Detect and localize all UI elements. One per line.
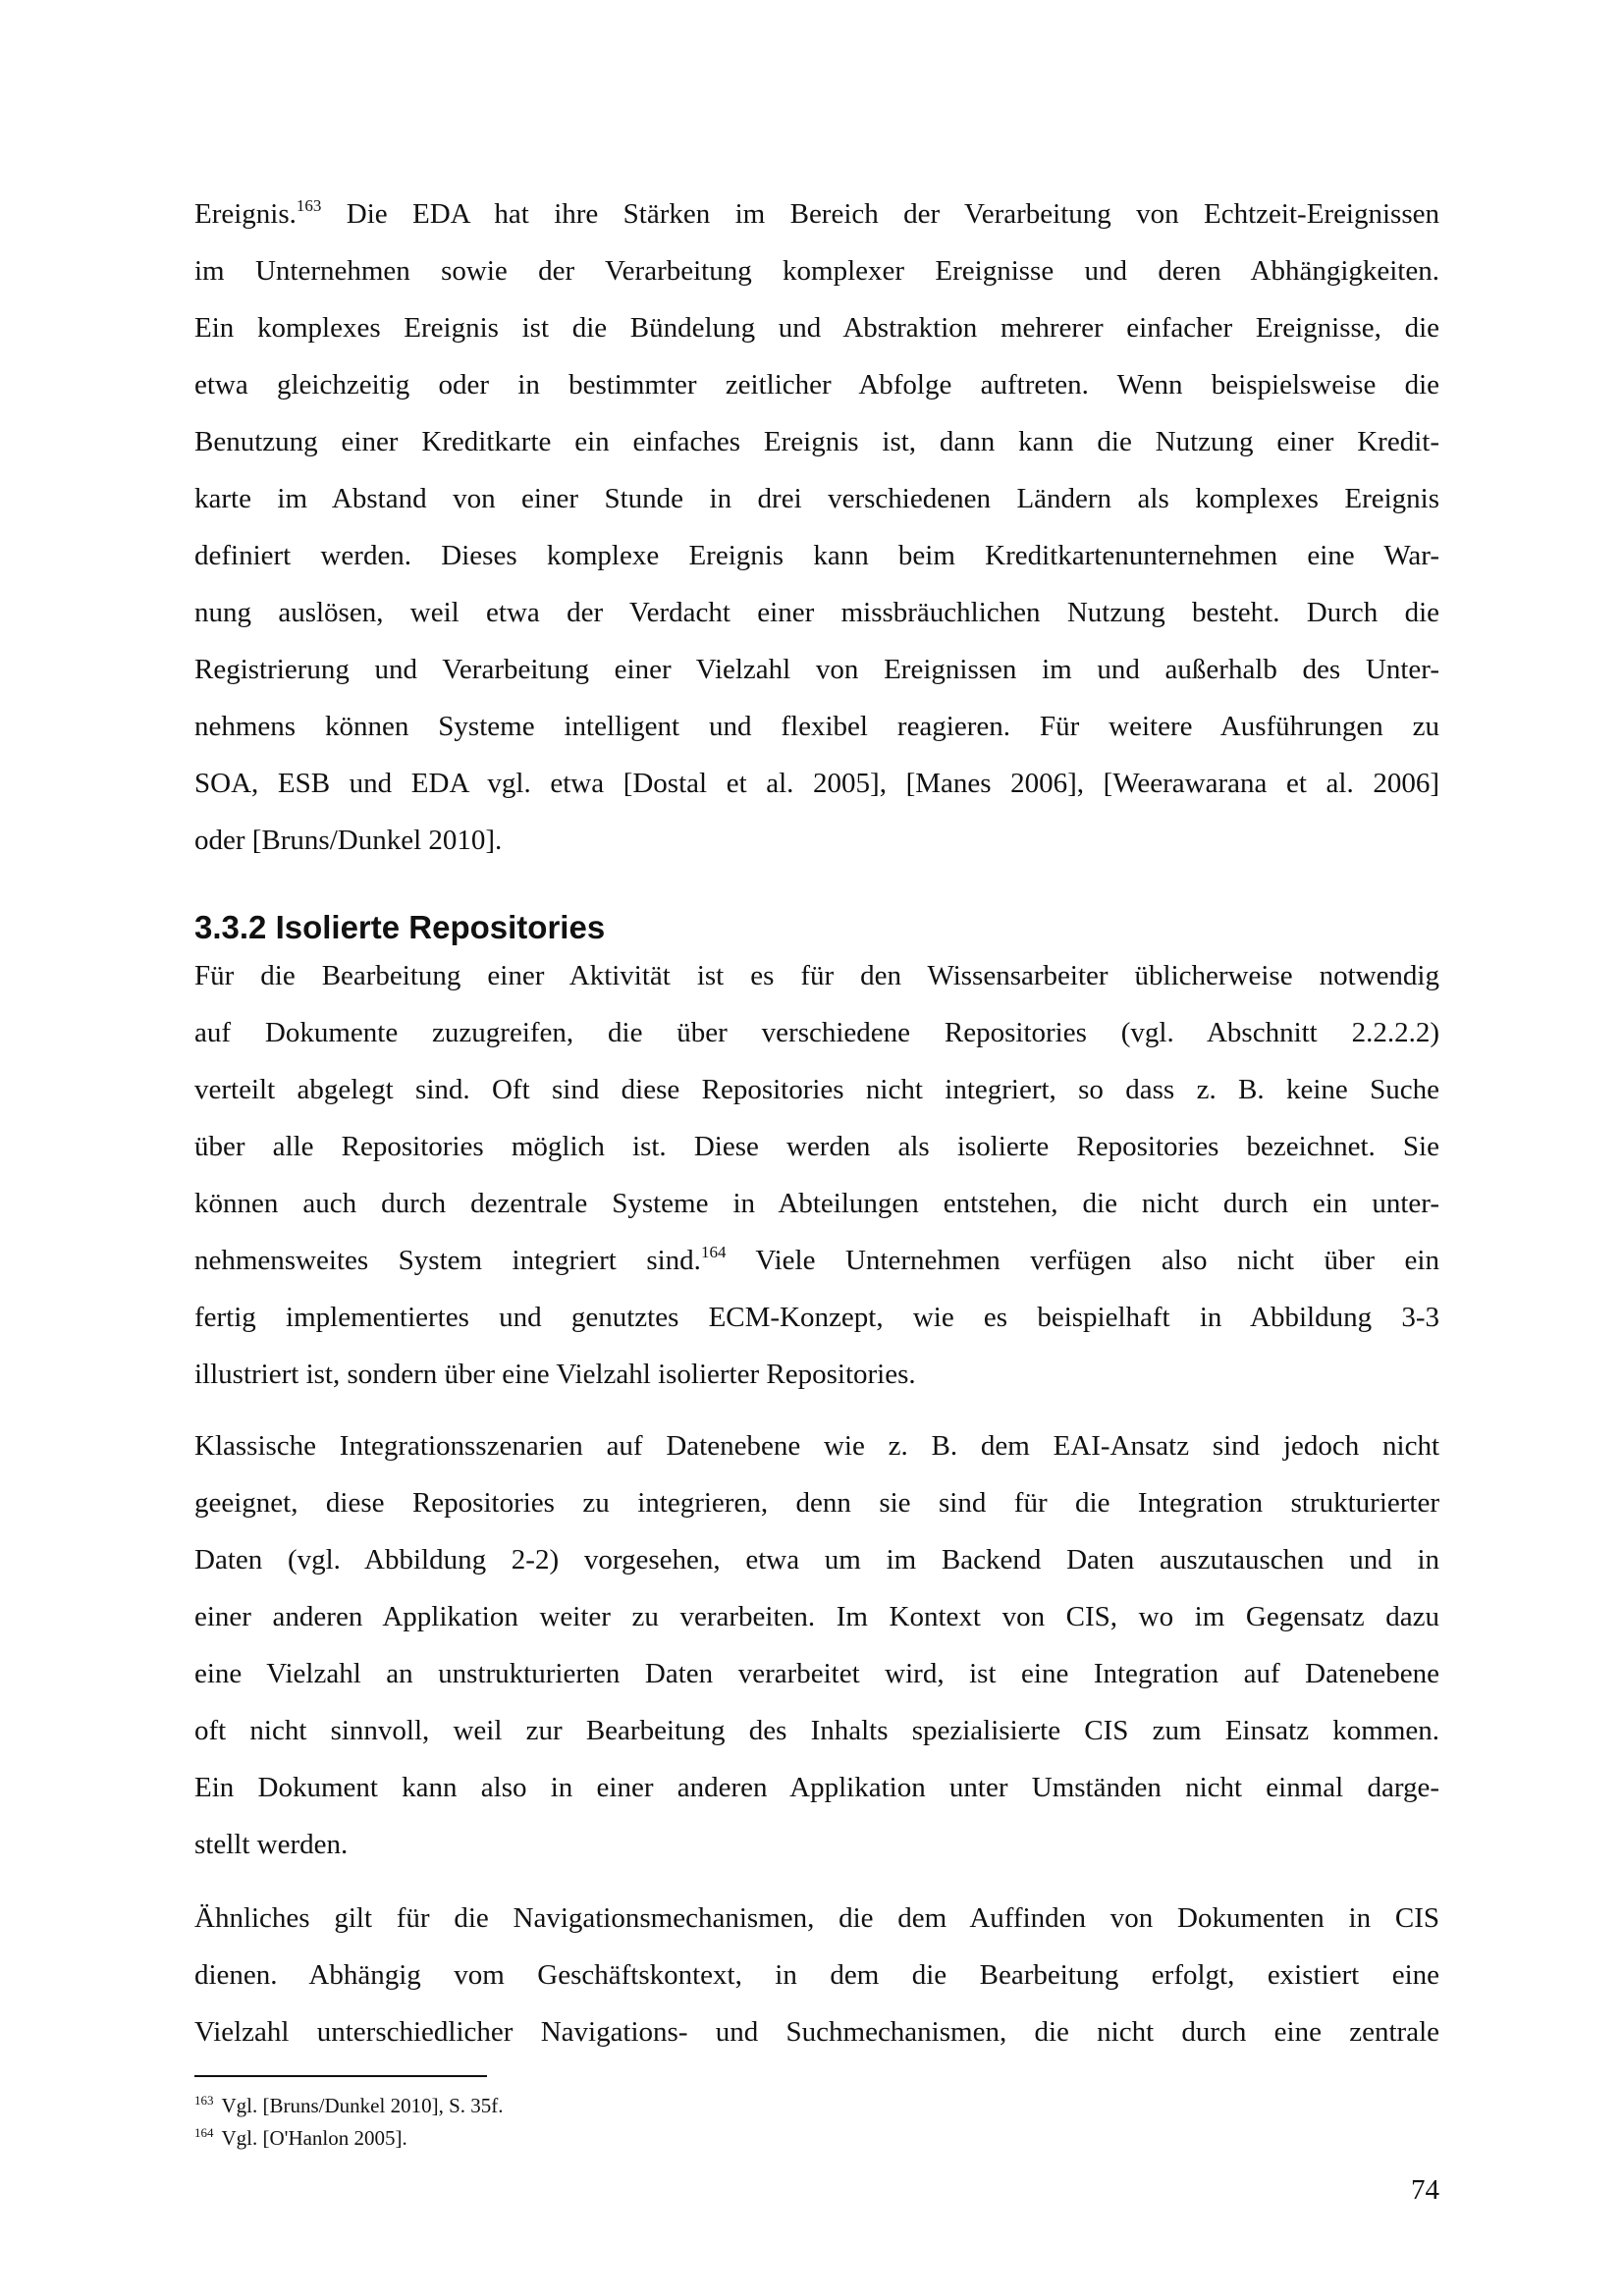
text-segment: Viele Unternehmen verfügen also nicht über ein [726,1245,1439,1276]
footnote-reference[interactable]: 163 [296,196,322,215]
text-line: Ein komplexes Ereignis ist die Bündelung und Abstraktion mehrerer einfacher Ereignisse, die [194,312,1439,344]
text-line: auf Dokumente zuzugreifen, die über verschiedene Repositories (vgl. Abschnitt 2.2.2.2) [194,1017,1439,1048]
text-line: SOA, ESB und EDA vgl. etwa [Dostal et al. 2005], [Manes 2006], [Weerawarana et al. 2006] [194,768,1439,799]
text-line: geeignet, diese Repositories zu integrieren, denn sie sind für die Integration strukturierter [194,1487,1439,1519]
text-line: stellt werden. [194,1829,349,1860]
text-line: fertig implementiertes und genutztes ECM-Konzept, wie es beispielhaft in Abbildung 3-3 [194,1302,1439,1333]
text-line: nung auslösen, weil etwa der Verdacht einer missbräuchlichen Nutzung besteht. Durch die [194,597,1439,628]
text-line: über alle Repositories möglich ist. Diese werden als isolierte Repositories bezeichnet. Sie [194,1131,1439,1162]
paragraph-eda [194,186,1439,869]
footnote-164 [194,2123,407,2153]
text-line: verteilt abgelegt sind. Oft sind diese Repositories nicht integriert, so dass z. B. keine Suche [194,1074,1439,1105]
footnote-number: 163 [194,2093,214,2108]
footnote-reference[interactable]: 164 [700,1243,727,1261]
paragraph-integration-scenarios [194,1417,1439,1873]
text-line: definiert werden. Dieses komplexe Ereignis kann beim Kreditkartenunternehmen eine War- [194,540,1439,571]
text-line: können auch durch dezentrale Systeme in Abteilungen entstehen, die nicht durch ein unter- [194,1188,1439,1219]
text-segment: nehmensweites System integriert sind. [194,1245,701,1276]
text-line: eine Vielzahl an unstrukturierten Daten verarbeitet wird, ist eine Integration auf Datenebene [194,1658,1439,1689]
text-line: karte im Abstand von einer Stunde in drei verschiedenen Ländern als komplexes Ereignis [194,483,1439,514]
text-line: Vielzahl unterschiedlicher Navigations- und Suchmechanismen, die nicht durch eine zentrale [194,2016,1439,2048]
text-line: im Unternehmen sowie der Verarbeitung komplexer Ereignisse und deren Abhängigkeiten. [194,255,1439,287]
paragraph-isolated-repositories [194,947,1439,1403]
text-line: dienen. Abhängig vom Geschäftskontext, in dem die Bearbeitung erfolgt, existiert eine [194,1959,1439,1991]
text-line: oder [Bruns/Dunkel 2010]. [194,825,503,856]
footnote-text: Vgl. [Bruns/Dunkel 2010], S. 35f. [221,2094,504,2117]
text-line: nehmens können Systeme intelligent und flexibel reagieren. Für weitere Ausführungen zu [194,711,1439,742]
section-heading: 3.3.2 Isolierte Repositories [194,909,606,945]
text-line: Daten (vgl. Abbildung 2-2) vorgesehen, etwa um im Backend Daten auszutauschen und in [194,1544,1439,1575]
text-segment: Ereignis. [194,198,297,230]
text-line: oft nicht sinnvoll, weil zur Bearbeitung des Inhalts spezialisierte CIS zum Einsatz kommen. [194,1715,1439,1746]
footnote-text: Vgl. [O'Hanlon 2005]. [221,2126,407,2150]
paragraph-navigation [194,1890,1439,2060]
text-segment: Die EDA hat ihre Stärken im Bereich der Verarbeitung von Echtzeit-Ereignissen [321,198,1439,230]
text-line: Ein Dokument kann also in einer anderen Applikation unter Umständen nicht einmal darge- [194,1772,1439,1803]
footnote-number: 164 [194,2125,214,2140]
text-line: Klassische Integrationsszenarien auf Datenebene wie z. B. dem EAI-Ansatz sind jedoch nicht [194,1430,1439,1462]
footnote-divider [194,2075,487,2077]
footnote-163 [194,2091,504,2120]
page-number: 74 [1411,2174,1439,2206]
text-line [194,186,1439,242]
text-line [194,1232,1439,1289]
text-line: Benutzung einer Kreditkarte ein einfaches Ereignis ist, dann kann die Nutzung einer Kredit- [194,426,1439,457]
text-line: illustriert ist, sondern über eine Vielzahl isolierter Repositories. [194,1359,916,1390]
text-line: Für die Bearbeitung einer Aktivität ist es für den Wissensarbeiter üblicherweise notwendig [194,960,1439,991]
text-line: einer anderen Applikation weiter zu verarbeiten. Im Kontext von CIS, wo im Gegensatz dazu [194,1601,1439,1632]
text-line: Ähnliches gilt für die Navigationsmechanismen, die dem Auffinden von Dokumenten in CIS [194,1902,1439,1934]
text-line: etwa gleichzeitig oder in bestimmter zeitlicher Abfolge auftreten. Wenn beispielsweise die [194,369,1439,400]
text-line: Registrierung und Verarbeitung einer Vielzahl von Ereignissen im und außerhalb des Unter- [194,654,1439,685]
